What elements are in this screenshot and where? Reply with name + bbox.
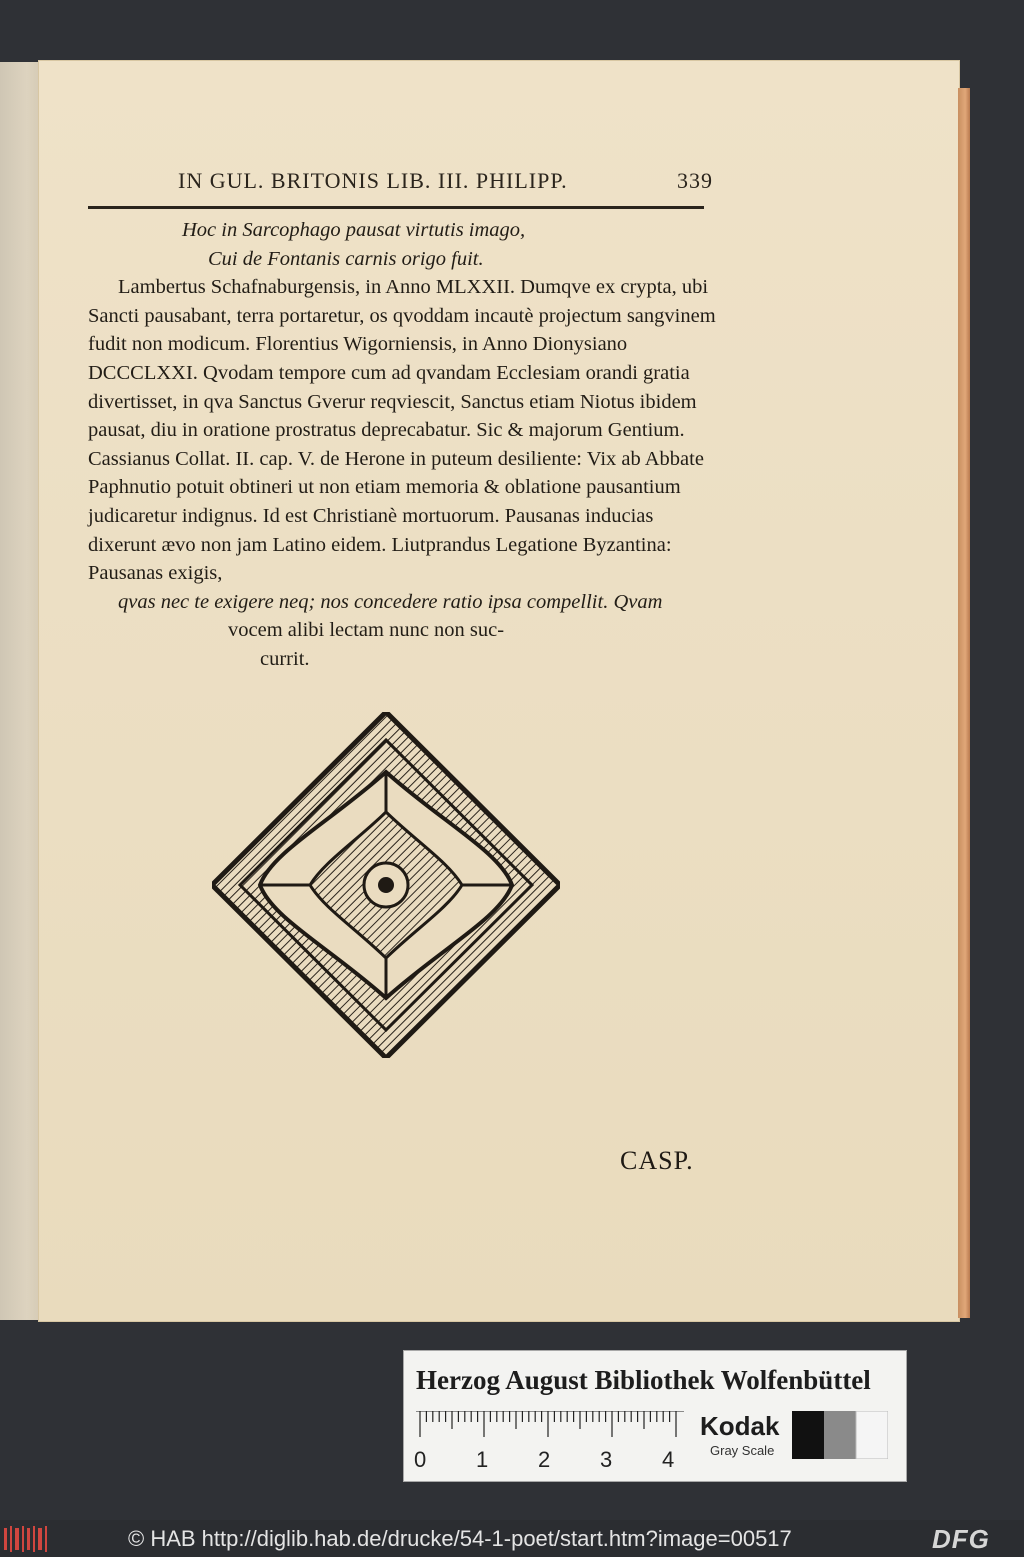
body-text xyxy=(88,216,718,674)
running-head: IN GUL. BRITONIS LIB. III. PHILIPP. xyxy=(178,168,568,193)
page-fore-edge xyxy=(958,88,970,1318)
verse-line-1: Hoc in Sarcophago pausat virtutis imago, xyxy=(182,219,526,241)
library-name: Herzog August Bibliothek Wolfenbüttel xyxy=(416,1365,871,1395)
ruler-number: 2 xyxy=(538,1447,551,1472)
ruler-scale xyxy=(416,1411,684,1441)
page-header xyxy=(178,168,713,200)
verse-line-2: Cui de Fontanis carnis origo fuit. xyxy=(208,247,484,270)
hab-logo-icon xyxy=(4,1524,48,1554)
gray-scale-label: Gray Scale xyxy=(710,1443,775,1458)
catchword: CASP. xyxy=(620,1146,694,1175)
copyright-link[interactable]: © HAB http://diglib.hab.de/drucke/54-1-poet/start.htm?image=00517 xyxy=(128,1526,792,1551)
diamond-ornament xyxy=(212,712,560,1058)
body-paragraph xyxy=(88,273,718,588)
ruler-number: 3 xyxy=(600,1447,613,1472)
page-number: 339 xyxy=(677,168,713,193)
kodak-logo: Kodak xyxy=(700,1411,780,1441)
paragraph-start: Lambertus Schafnaburgensis, in Anno MLXXII. Dumqve ex crypta, ubi Sancti pausabant, terra portaretur, os qvoddam xyxy=(88,276,709,327)
ruler-numbers xyxy=(414,1447,694,1475)
ruler-number: 4 xyxy=(662,1447,675,1472)
color-target-card xyxy=(403,1350,907,1482)
ruler-number: 0 xyxy=(414,1447,427,1472)
gray-patches xyxy=(792,1411,888,1459)
closing-line-3: currit. xyxy=(260,647,310,670)
footer-bar xyxy=(0,1520,1024,1557)
closing-line-1: qvas nec te exigere neq; nos concedere ratio ipsa compellit. Qvam xyxy=(118,590,663,613)
closing-line-2: vocem alibi lectam nunc non suc- xyxy=(228,619,505,642)
ruler-number: 1 xyxy=(476,1447,489,1472)
paragraph-body: incautè projectum sangvinem fudit non modicum. Florentius Wigorniensis, in Anno Dionysiano DCCCLXXI. Qvodam tempore cum ad qvandam Ecclesiam orandi gratia divertisset, in qva Sanctus Gverur reqviescit, Sanctus etiam Niotus ibidem pausat, diu in oratione prostratus deprecabatur. Sic & majorum Gentium. Cassianus Collat. II. cap. V. de Herone in puteum desiliente: Vix ab Abbate Paphnutio potuit obtineri ut non etiam memoria & oblatione pausantium judicaretur indignus. Id est Christianè mortuorum. Pausanas inducias dixerunt ævo non jam Latino eidem. Liutprandus Legatione Byzantina: Pausanas exigis, xyxy=(88,304,716,585)
dfg-logo: DFG xyxy=(932,1524,990,1554)
header-rule xyxy=(88,206,704,209)
